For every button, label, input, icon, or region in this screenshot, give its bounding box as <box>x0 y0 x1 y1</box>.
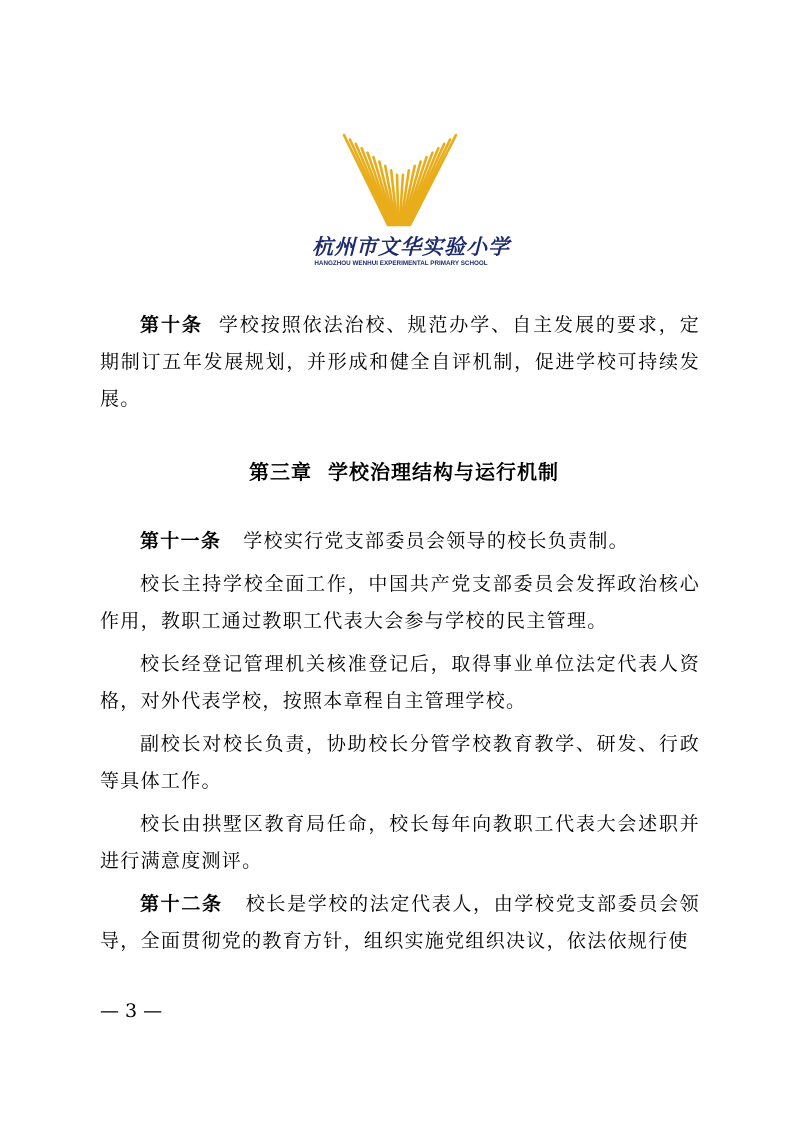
article-10-label: 第十条 <box>140 314 203 336</box>
article-10 <box>100 307 700 418</box>
article-11 <box>100 523 700 560</box>
school-logo-emblem <box>306 127 496 237</box>
article-11-paragraph: 副校长对校长负责，协助校长分管学校教育教学、研发、行政等具体工作。 <box>100 733 700 792</box>
article-11-paragraph: 校长经登记管理机关核准登记后，取得事业单位法定代表人资格，对外代表学校，按照本章程自主管理学校。 <box>100 653 700 712</box>
logo-fan-line <box>397 175 398 225</box>
article-11-text: 学校实行党支部委员会领导的校长负责制。 <box>243 530 629 552</box>
chapter-number: 第三章 <box>249 460 312 484</box>
article-11-paragraph: 校长主持学校全面工作，中国共产党支部委员会发挥政治核心作用，教职工通过教职工代表大会参与学校的民主管理。 <box>100 573 700 632</box>
school-logo <box>306 127 510 272</box>
article-11-paragraph: 校长由拱墅区教育局任命，校长每年向教职工代表大会述职并进行满意度测评。 <box>100 813 700 872</box>
article-12-text: 校长是学校的法定代表人，由学校党支部委员会领导，全面贯彻党的教育方针，组织实施党组织决议，依法依规行使 <box>100 893 700 952</box>
article-12 <box>100 886 700 960</box>
document-body <box>100 307 700 960</box>
chapter-heading <box>100 456 700 485</box>
logo-fan-line <box>410 135 456 225</box>
logo-fan-line <box>362 148 392 225</box>
article-10-text: 学校按照依法治校、规范办学、自主发展的要求，定期制订五年发展规划，并形成和健全自评机制，促进学校可持续发展。 <box>100 314 701 410</box>
chapter-title: 学校治理结构与运行机制 <box>328 460 559 484</box>
logo-chinese-name: 杭州市文华实验小学 <box>312 234 510 259</box>
page-number: — 3 — <box>100 1000 163 1022</box>
article-11-label: 第十一条 <box>140 530 222 552</box>
article-12-label: 第十二条 <box>140 893 223 915</box>
logo-english-name: HANGZHOU WENHUI EXPERIMENTAL PRIMARY SCHOOL <box>314 260 488 267</box>
